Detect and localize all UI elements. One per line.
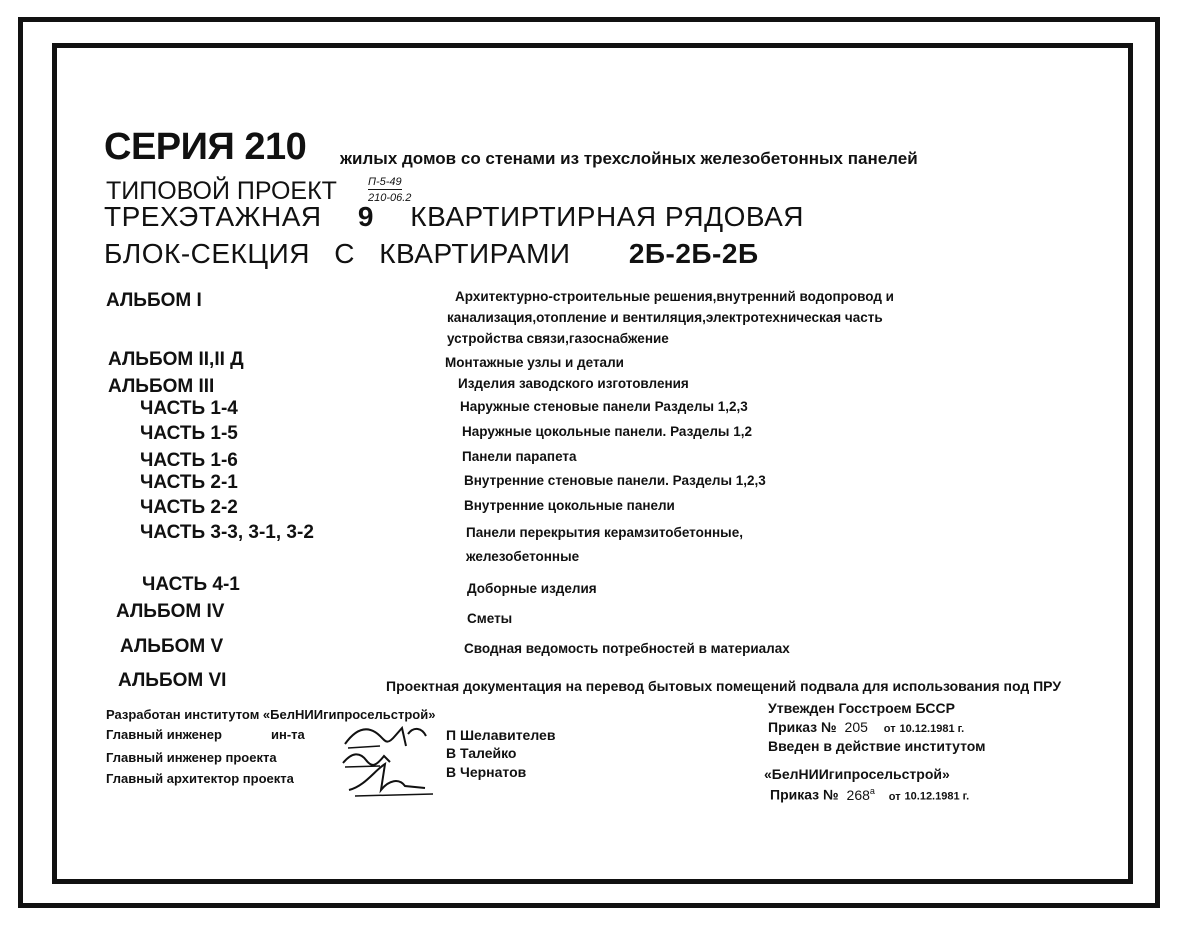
headline-apartment-code: 2Б-2Б-2Б [628,238,759,269]
name-2: В Талейко [446,745,517,761]
headline-line-1 [104,201,804,233]
order-1-prefix: Приказ № [768,719,837,735]
order-2 [770,786,969,803]
headline-block-section: БЛОК-СЕКЦИЯ [104,238,310,269]
name-3: В Чернатов [446,764,527,780]
album-6-label: АЛЬБОМ VI [118,670,227,691]
typical-project-label: ТИПОВОЙ ПРОЕКТ [106,177,337,205]
part-4-1-desc: Доборные изделия [467,581,597,596]
album-6-desc: Проектная документация на перевод бытовых помещений подвала для использования под ПРУ [386,678,1062,694]
headline-with: С [334,238,355,269]
approved-by: Утвежден Госстроем БССР [768,700,955,716]
album-5-desc: Сводная ведомость потребностей в материалах [464,641,790,656]
enacted-by: Введен в действие институтом [768,738,986,754]
album-4-label: АЛЬБОМ IV [116,601,225,622]
headline-storeys: ТРЕХЭТАЖНАЯ [104,201,322,232]
album-1-label: АЛЬБОМ I [106,290,202,311]
part-3-desc-2: железобетонные [466,549,580,564]
part-2-2-desc: Внутренние цокольные панели [464,498,675,513]
project-number-bottom: 210-06.2 [368,192,412,204]
part-1-6-label: ЧАСТЬ 1-6 [140,450,238,471]
part-1-5-desc: Наружные цокольные панели. Разделы 1,2 [462,424,752,439]
album-3-label: АЛЬБОМ III [108,376,215,397]
album-2-desc: Монтажные узлы и детали [445,355,624,370]
headline-type: КВАРТИРТИРНАЯ РЯДОВАЯ [410,201,805,232]
album-4-desc: Сметы [467,611,513,626]
chief-architect-label: Главный архитектор проекта [106,771,294,786]
chief-engineer-label: Главный инженер [106,727,222,742]
headline-apartments: КВАРТИРАМИ [379,238,571,269]
order-2-date-prefix: от [888,790,901,803]
part-1-4-desc: Наружные стеновые панели Разделы 1,2,3 [460,399,748,414]
headline-line-2 [104,238,759,270]
album-1-desc-2: канализация,отопление и вентиляция,электротехническая часть [447,310,883,325]
part-1-5-label: ЧАСТЬ 1-5 [140,423,238,444]
album-1-desc-3: устройства связи,газоснабжение [447,331,669,346]
part-3-desc: Панели перекрытия керамзитобетонные, [466,525,743,540]
order-2-date: 10.12.1981 г. [904,790,970,803]
album-1-desc: Архитектурно-строительные решения,внутренний водопровод и [455,289,894,304]
part-2-1-label: ЧАСТЬ 2-1 [140,472,238,493]
part-3-label: ЧАСТЬ 3-3, 3-1, 3-2 [140,522,314,543]
album-5-label: АЛЬБОМ V [120,636,224,657]
order-1 [768,719,964,735]
order-1-date: 10.12.1981 г. [899,723,965,735]
order-2-number: 268 [846,786,870,803]
order-1-number: 205 [844,719,868,735]
part-1-4-label: ЧАСТЬ 1-4 [140,398,238,419]
part-1-6-desc: Панели парапета [462,449,577,464]
series-title: СЕРИЯ 210 [104,126,307,168]
headline-apartment-count: 9 [357,201,374,232]
album-2-label: АЛЬБОМ II,II Д [108,349,244,370]
developed-by: Разработан институтом «БелНИИгипросельстрой» [106,707,436,722]
order-2-suffix: а [869,786,875,796]
chief-engineer-project-label: Главный инженер проекта [106,750,277,765]
album-3-desc: Изделия заводского изготовления [458,376,689,391]
enacting-institute: «БелНИИгипросельстрой» [764,766,950,782]
part-2-2-label: ЧАСТЬ 2-2 [140,497,238,518]
institute-short: ин-та [271,727,305,742]
name-1: П Шелавителев [446,727,556,743]
signature-3-icon [345,760,435,800]
project-number-top: П-5-49 [368,176,402,188]
order-2-prefix: Приказ № [770,786,839,803]
series-subtitle: жилых домов со стенами из трехслойных железобетонных панелей [340,149,918,168]
order-1-date-prefix: от [883,723,896,735]
part-4-1-label: ЧАСТЬ 4-1 [142,574,240,595]
part-2-1-desc: Внутренние стеновые панели. Разделы 1,2,3 [464,473,766,488]
